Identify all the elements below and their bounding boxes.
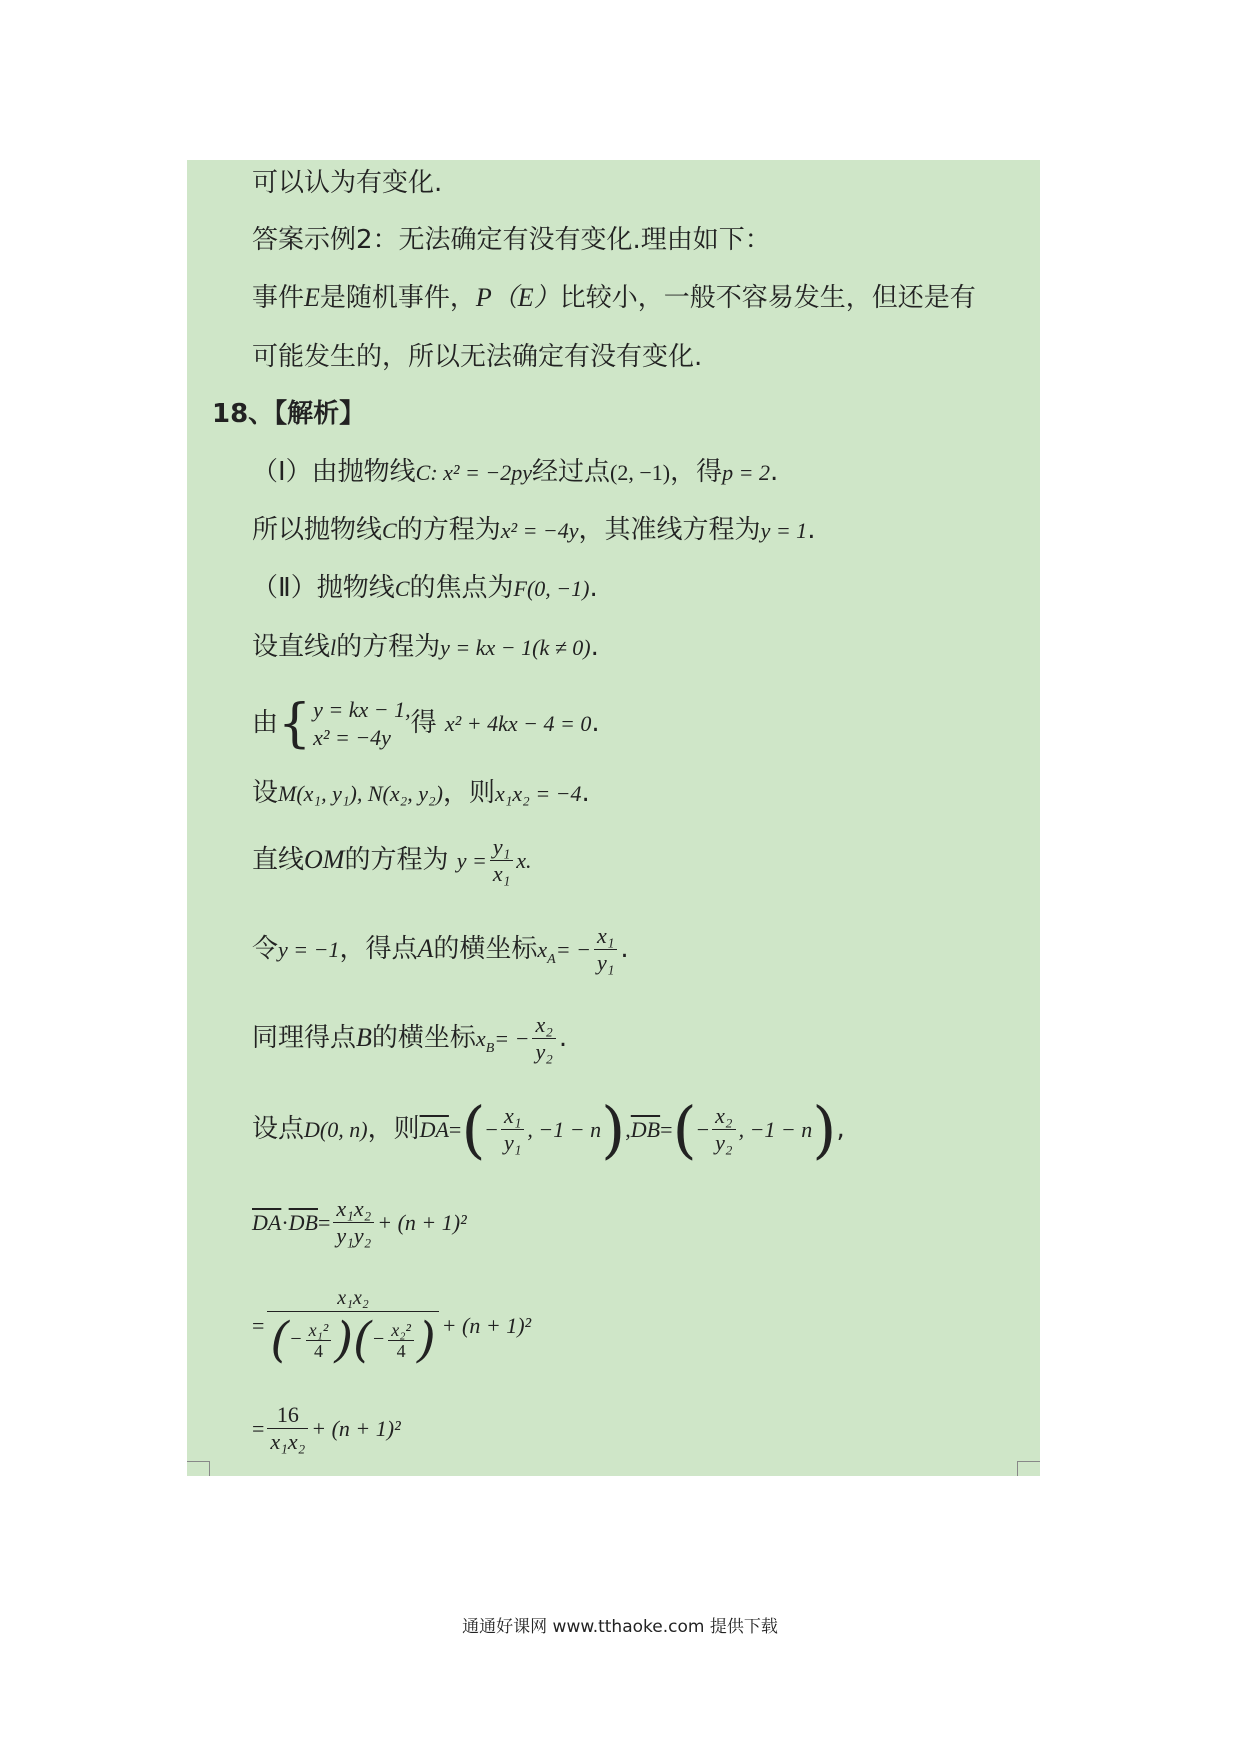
text-line-p2 bbox=[252, 513, 815, 548]
text-line-p8 bbox=[252, 919, 629, 990]
p1-g: . bbox=[769, 457, 779, 487]
text-line-p12 bbox=[252, 1280, 531, 1371]
fraction-y1-x1 bbox=[490, 834, 513, 887]
footer-text: 通通好课网 www.tthaoke.com 提供下载 bbox=[462, 1617, 778, 1637]
text-line-p4 bbox=[252, 630, 599, 665]
p8-d: A bbox=[417, 934, 434, 963]
fraction-xa bbox=[594, 923, 617, 976]
p10-c: ，则 bbox=[367, 1114, 420, 1144]
p1-a: （Ⅰ）由抛物线 bbox=[252, 457, 416, 487]
left-paren-icon: ( bbox=[353, 1312, 372, 1369]
p7-b: OM bbox=[304, 845, 345, 874]
p3-e: . bbox=[589, 573, 598, 603]
p5-b: 得 bbox=[410, 708, 437, 738]
p7-c: 的方程为 bbox=[344, 845, 449, 875]
p8-h: . bbox=[620, 934, 629, 964]
p7-e: x. bbox=[516, 848, 532, 873]
p9-b: B bbox=[356, 1023, 372, 1052]
frac-den: 4 bbox=[313, 1340, 323, 1361]
frac-den: y₁ bbox=[596, 950, 615, 975]
frac-num: x₂ bbox=[712, 1103, 735, 1130]
vector-db: $\overline{DB}$ bbox=[630, 1117, 661, 1142]
text-line-p11 bbox=[252, 1192, 467, 1253]
p8-c: ，得点 bbox=[339, 934, 418, 964]
line-3-a: 事件 bbox=[252, 283, 305, 313]
p8-sub: A bbox=[547, 952, 556, 968]
p1-e: ，得 bbox=[670, 457, 723, 487]
p12-tail: + (n + 1)² bbox=[441, 1313, 532, 1338]
fraction-x2sq bbox=[388, 1320, 414, 1361]
frac-num: y₁ bbox=[490, 834, 513, 861]
p10-end: , bbox=[836, 1114, 845, 1144]
text-line-p7 bbox=[252, 830, 532, 891]
p6-c: ，则 bbox=[442, 778, 495, 808]
p2-e: ，其准线方程为 bbox=[578, 515, 761, 545]
p4-e: . bbox=[590, 632, 599, 662]
line-2-text: 答案示例2：无法确定有没有变化.理由如下： bbox=[252, 225, 771, 255]
text-line-p1 bbox=[252, 455, 778, 490]
p5-a: 由 bbox=[252, 708, 279, 738]
fraction-da bbox=[501, 1103, 524, 1156]
p4-c: 的方程为 bbox=[336, 632, 441, 662]
section-heading bbox=[212, 397, 365, 431]
p8-b: y = −1 bbox=[278, 937, 340, 962]
p10-b: D(0, n) bbox=[304, 1117, 368, 1142]
p9-a: 同理得点 bbox=[252, 1023, 357, 1053]
p2-a: 所以抛物线 bbox=[252, 515, 383, 545]
p2-f: y = 1 bbox=[760, 518, 808, 543]
p10-eq: = bbox=[448, 1117, 462, 1142]
p10-comma: , bbox=[625, 1117, 631, 1142]
p1-p: p = 2 bbox=[722, 460, 770, 485]
frac-num: x₁² bbox=[306, 1320, 332, 1341]
p12-eq: = bbox=[252, 1313, 265, 1338]
left-paren-icon: ( bbox=[672, 1092, 697, 1166]
p9-c: 的横坐标 bbox=[371, 1023, 476, 1053]
p2-d: x² = −4y bbox=[500, 518, 579, 543]
p3-c: 的焦点为 bbox=[409, 573, 514, 603]
fraction-16 bbox=[267, 1402, 308, 1455]
p1-c: 经过点 bbox=[532, 457, 611, 487]
p3-a: （Ⅱ）抛物线 bbox=[252, 573, 395, 603]
right-paren-icon: ) bbox=[601, 1092, 626, 1166]
p6-b: M(x₁, y₁), N(x₂, y₂) bbox=[278, 781, 443, 806]
corner-mark-left bbox=[187, 1461, 210, 1476]
p1-parabola: C: x² = −2py bbox=[415, 460, 532, 485]
p4-b: l bbox=[330, 635, 337, 660]
p6-a: 设 bbox=[252, 778, 279, 808]
left-brace-icon: { bbox=[278, 693, 312, 754]
frac-den: x₁x₂ bbox=[270, 1429, 306, 1454]
frac-num: x₁x₂ bbox=[333, 1196, 374, 1223]
frac-num: x₂² bbox=[388, 1320, 414, 1341]
frac-den: y₂ bbox=[535, 1039, 553, 1064]
line-3-e: 比较小，一般不容易发生，但还是有 bbox=[559, 283, 976, 313]
p7-d: y = bbox=[456, 848, 487, 873]
text-line-p13 bbox=[252, 1398, 401, 1459]
text-line-p6 bbox=[252, 776, 590, 811]
frac-den: y₁ bbox=[503, 1130, 522, 1155]
compound-fraction bbox=[267, 1285, 438, 1369]
right-paren-icon: ) bbox=[334, 1312, 354, 1369]
p6-d: x₁x₂ = −4 bbox=[495, 781, 582, 806]
line-3-event: E bbox=[304, 283, 320, 312]
p8-g: = − bbox=[555, 937, 591, 962]
p10-m1: − bbox=[485, 1117, 498, 1142]
p5-d: . bbox=[591, 708, 600, 738]
p11-tail: + (n + 1)² bbox=[377, 1210, 467, 1235]
left-paren-icon: ( bbox=[461, 1092, 486, 1166]
p4-a: 设直线 bbox=[252, 632, 331, 662]
p9-h: . bbox=[558, 1023, 568, 1053]
right-paren-icon: ) bbox=[416, 1312, 436, 1369]
line-1-text: 可以认为有变化. bbox=[252, 168, 443, 198]
p5-c: x² + 4kx − 4 = 0 bbox=[444, 711, 592, 736]
text-line-p3 bbox=[252, 571, 598, 606]
p2-c: 的方程为 bbox=[396, 515, 501, 545]
frac-num: x₁ bbox=[501, 1103, 524, 1130]
p9-sub: B bbox=[485, 1041, 495, 1057]
p13-eq: = bbox=[252, 1416, 265, 1441]
frac-num: x₁ bbox=[594, 923, 617, 950]
p9-f: x bbox=[475, 1026, 486, 1051]
vector-db: $\overline{DB}$ bbox=[288, 1210, 318, 1235]
fraction-xb bbox=[532, 1012, 555, 1065]
frac-den: x₁ bbox=[492, 861, 511, 886]
frac-num: x₂ bbox=[532, 1012, 555, 1039]
system-eq-1: y = kx − 1, bbox=[313, 696, 411, 722]
fraction-x1sq bbox=[306, 1320, 332, 1361]
line-4-text: 可能发生的，所以无法确定有没有变化. bbox=[252, 342, 703, 372]
dot-product: · bbox=[281, 1210, 289, 1235]
vector-da: $\overline{DA}$ bbox=[419, 1117, 449, 1142]
fraction-dot bbox=[333, 1196, 374, 1249]
p1-point: (2, −1) bbox=[610, 460, 671, 485]
fraction-db bbox=[712, 1103, 735, 1156]
frac-num: 16 bbox=[267, 1402, 308, 1429]
text-line-3 bbox=[252, 281, 976, 315]
p6-e: . bbox=[581, 778, 590, 808]
system-eq-2: x² = −4y bbox=[313, 724, 391, 750]
right-paren-icon: ) bbox=[812, 1092, 837, 1166]
line-3-prob: P（E） bbox=[475, 283, 560, 312]
p10-eq2: = bbox=[660, 1117, 673, 1142]
equation-system bbox=[313, 696, 411, 752]
p9-g: = − bbox=[494, 1026, 530, 1051]
p3-d: F(0, −1) bbox=[513, 576, 590, 601]
corner-mark-right bbox=[1017, 1461, 1040, 1476]
p8-f: x bbox=[537, 937, 548, 962]
left-paren-icon: ( bbox=[270, 1312, 290, 1369]
text-line-2 bbox=[252, 223, 771, 257]
p8-e: 的横坐标 bbox=[433, 934, 538, 964]
text-line-p10 bbox=[252, 1094, 845, 1165]
vector-da: $\overline{DA}$ bbox=[252, 1210, 282, 1235]
p7-a: 直线 bbox=[252, 845, 305, 875]
frac-den: 4 bbox=[396, 1340, 406, 1361]
frac-num: x₁x₂ bbox=[267, 1285, 438, 1312]
p2-b: C bbox=[382, 518, 397, 543]
frac-den: y₂ bbox=[715, 1130, 733, 1155]
frac-den: y₁y₂ bbox=[336, 1223, 372, 1248]
text-line-p9 bbox=[252, 1008, 567, 1079]
p10-a: 设点 bbox=[252, 1114, 305, 1144]
answer-panel bbox=[187, 160, 1040, 1476]
p2-g: . bbox=[807, 515, 816, 545]
p11-eq: = bbox=[317, 1210, 331, 1235]
text-line-4 bbox=[252, 340, 702, 374]
compound-denominator: (− $\frac{\text{x₁²}}{4}$ )(− $\frac{\text{x₂²}}{4}$ ) bbox=[270, 1312, 436, 1369]
heading-text: 18、【解析】 bbox=[212, 399, 366, 429]
text-line-1 bbox=[252, 166, 442, 200]
p8-a: 令 bbox=[252, 934, 279, 964]
p13-tail: + (n + 1)² bbox=[311, 1416, 401, 1441]
p3-b: C bbox=[394, 576, 410, 601]
line-3-c: 是随机事件， bbox=[319, 283, 476, 313]
text-line-p5 bbox=[252, 693, 600, 754]
p10-m2: − bbox=[696, 1117, 710, 1142]
p4-d: y = kx − 1(k ≠ 0) bbox=[440, 635, 591, 660]
p10-r1: , −1 − n bbox=[527, 1117, 602, 1142]
p10-r2: , −1 − n bbox=[738, 1117, 813, 1142]
